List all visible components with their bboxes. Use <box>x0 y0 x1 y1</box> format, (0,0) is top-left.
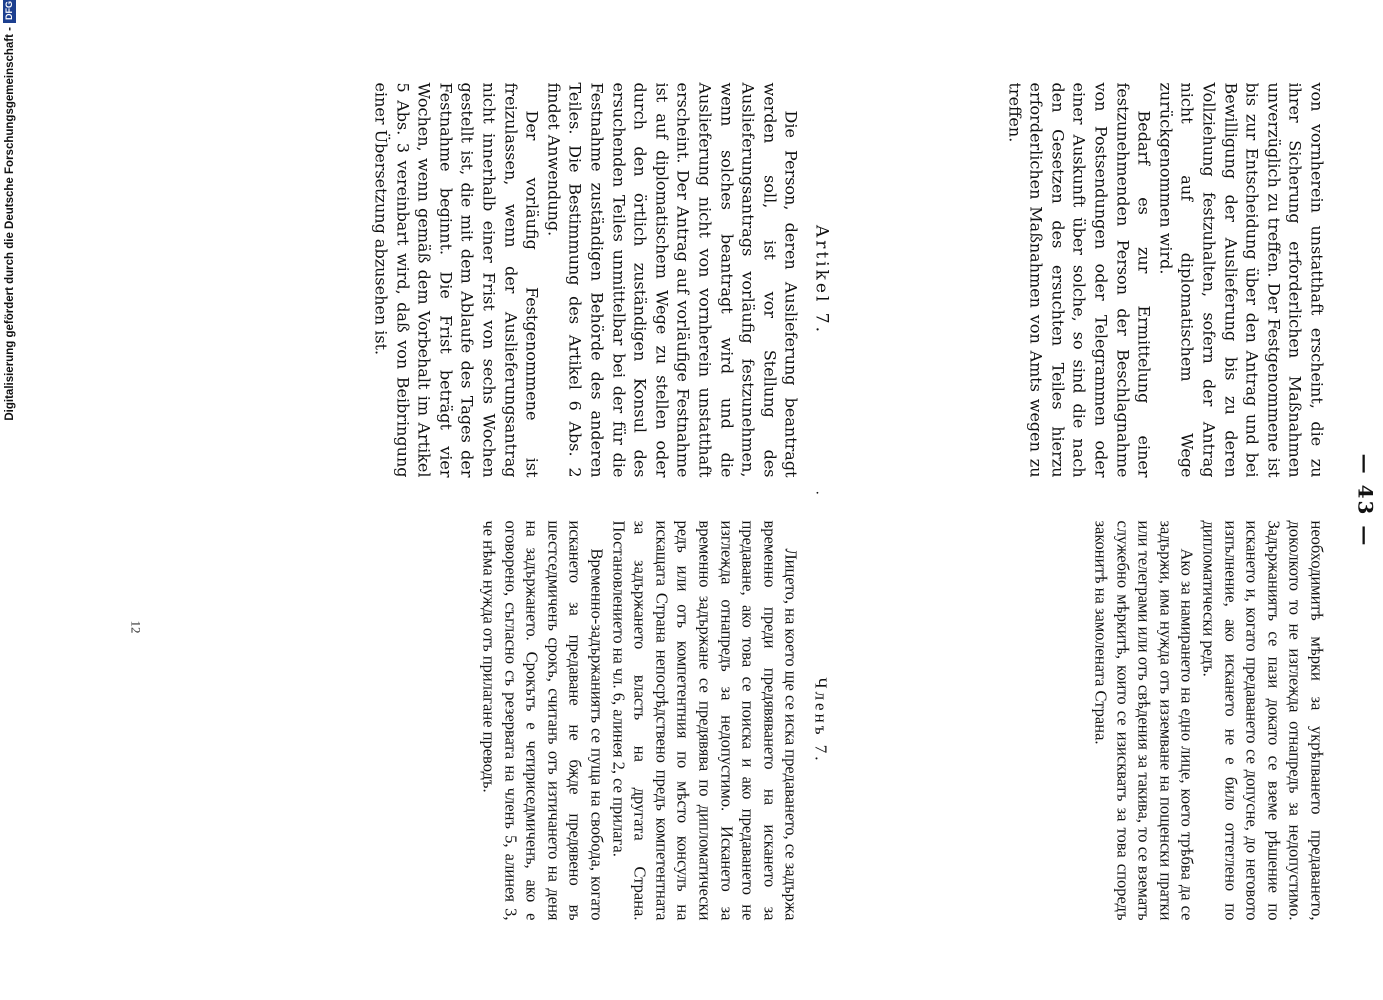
german-article-heading: Artikel 7. <box>811 224 831 335</box>
german-paragraph: Die Person, deren Auslieferung beantragt werden soll, ist vor Stellung des Auslieferungsantrags vorläufig festzunehmen, wenn solches beantragt wird und die Auslieferung nicht von vornherein unstatthaft erscheint. Der Antrag auf vorläufige Festnahme ist auf diplomatischem Wege zu stellen oder durch den örtlich zuständigen Konsul des ersuchenden Teiles unmittelbar bei der für die Festnahme zuständigen Behörde des anderen Teiles. Die Bestimmung des Artikel 6 Abs. 2 findet Anwendung. <box>543 82 801 477</box>
page-number: — 43 — <box>1353 453 1377 547</box>
bulgarian-paragraph: Временно-задържаниятъ се пуща на свобода, когато искането за предаване не бжде предявено въ шестседмиченъ срокъ, считанъ отъ изтичането на деня на задържането. Срокътъ е четириседмиченъ, ако е оговорено, съгласно съ резервата на членъ 5, алинея 3, че нѣма нужда отъ прилагане преводъ. <box>479 520 607 920</box>
german-paragraph: Bedarf es zur Ermittelung einer festzunehmenden Person der Beschlagnahme von Postsendungen oder Telegrammen oder einer Auskunft über solche, so sind die nach den Gesetzen des ersuchten Teiles hierzu erforderlichen Maßnahmen von Amts wegen zu treffen. <box>1004 82 1154 477</box>
bulgarian-paragraph: необходимитѣ мѣрки за укрѣпването предаването, доколкото то не изглежда отнапредъ за недопустимо. Задържаниятъ се пази докато се вземе рѣшение по искането и, когато предаването се допусне, до неговото изпълнение, ако искането не е било оттеглено по дипломатически редъ. <box>1199 520 1326 920</box>
separator-dot: . <box>812 490 828 495</box>
german-column-bottom <box>370 82 843 477</box>
bulgarian-column-top <box>1089 520 1327 920</box>
credit-text: Digitalisierung gefördert durch die Deutsche Forschungsgemeinschaft - <box>4 27 16 421</box>
german-paragraph: von vornherein unstatthaft erscheint, die zu ihrer Sicherung erforderlichen Maßnahmen unverzüglich zu treffen. Der Festgenommene ist bis zur Entscheidung über den Antrag und bei Bewilligung der Auslieferung bis zu deren Vollziehung festzuhalten, sofern der Antrag nicht auf diplomatischem Wege zurückgenommen wird. <box>1155 82 1326 477</box>
bulgarian-paragraph: Лицето, на което ще се иска предаването, се задържа временно преди предявяването на искането за предаване, ако това се поиска и ако предаването не изглежда отнапредъ за недопустимо. Искането за временно задържане се предявява по дипломатически редъ или отъ компетентния по мѣсто консулъ на искащата Страна непосрѣдствено предъ компетентната за задържането власть на другата Страна. Постановлението на чл. 6, алинея 2, се прилага. <box>608 520 801 920</box>
sheet-number: 12 <box>128 620 143 633</box>
bulgarian-column-bottom <box>478 520 844 920</box>
digitization-credit <box>2 0 18 998</box>
german-column-top <box>1003 82 1327 477</box>
bulgarian-article-heading: Членъ 7. <box>811 677 830 763</box>
dfg-logo-icon: DFG <box>3 0 16 23</box>
bulgarian-paragraph: Ако за намирането на едно лице, което трѣбва да се задържи, има нужда отъ изземване на пощенски пратки или телеграми или отъ свѣдения за такива, то се взематъ служебно мѣркитѣ, които се изискватъ за това споредъ законитѣ на замолената Страна. <box>1091 520 1197 920</box>
german-paragraph: Der vorläufig Festgenommene ist freizulassen, wenn der Auslieferungsantrag nicht innerhalb einer Frist von sechs Wochen gestellt ist, die mit dem Ablaufe des Tages der Festnahme beginnt. Die Frist beträgt vier Wochen, wenn gemäß dem Vorbehalt im Artikel 5 Abs. 3 vereinbart wird, daß von Beibringung einer Übersetzung abzusehen ist. <box>371 82 542 477</box>
